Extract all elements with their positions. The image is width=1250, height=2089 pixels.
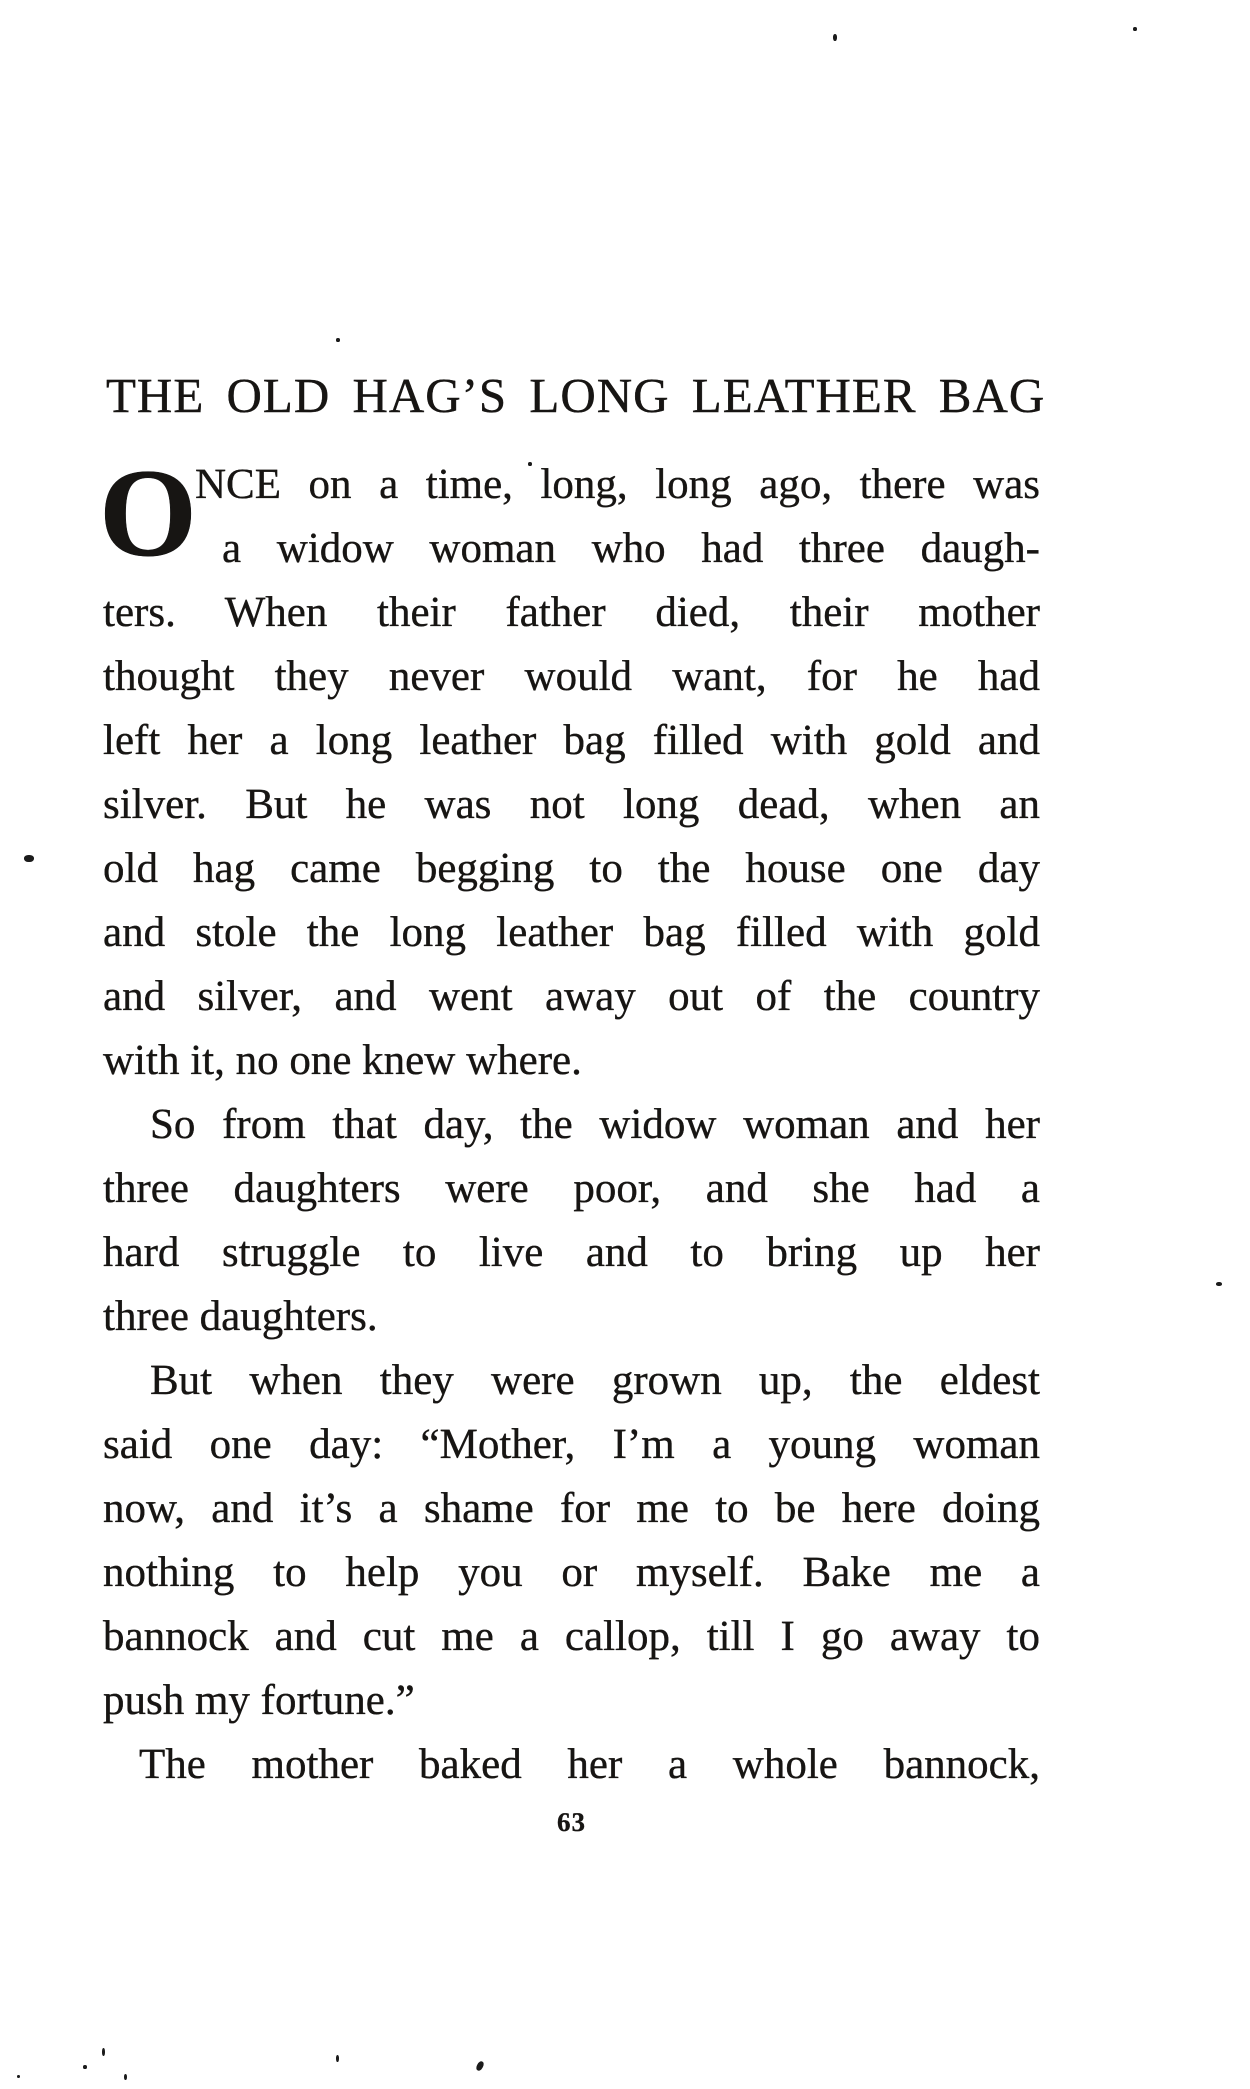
- text-line: nothing to help you or myself. Bake me a: [103, 1549, 1040, 1596]
- text-line: old hag came begging to the house one day: [103, 845, 1040, 892]
- text-line: hard struggle to live and to bring up her: [103, 1229, 1040, 1276]
- scan-speck: [83, 2065, 87, 2069]
- scan-speck: [17, 2075, 20, 2078]
- text-line: So from that day, the widow woman and her: [150, 1101, 1040, 1148]
- text-line: thought they never would want, for he had: [103, 653, 1040, 700]
- story-title: THE OLD HAG’S LONG LEATHER BAG: [106, 368, 1046, 423]
- text-line: ters. When their father died, their mother: [103, 589, 1040, 636]
- scan-speck: [1216, 1282, 1222, 1286]
- text-line: left her a long leather bag filled with gold and: [103, 717, 1040, 764]
- text-line: push my fortune.”: [103, 1677, 415, 1724]
- scan-speck: [102, 2048, 105, 2056]
- text-line: said one day: “Mother, I’m a young woman: [103, 1421, 1040, 1468]
- scan-speck: [24, 855, 34, 862]
- scan-speck: [124, 2074, 127, 2080]
- text-line: and stole the long leather bag filled with gold: [103, 909, 1040, 956]
- text-line: NCE on a time, long, long ago, there was: [195, 461, 1040, 508]
- text-line: three daughters were poor, and she had a: [103, 1165, 1040, 1212]
- text-line: bannock and cut me a callop, till I go away to: [103, 1613, 1040, 1660]
- scan-speck: [1133, 27, 1137, 31]
- text-line: silver. But he was not long dead, when an: [103, 781, 1040, 828]
- page-number: 63: [557, 1807, 586, 1837]
- text-line: now, and it’s a shame for me to be here doing: [103, 1485, 1040, 1532]
- scan-speck: [475, 2060, 485, 2072]
- text-line: with it, no one knew where.: [103, 1037, 582, 1084]
- scan-speck: [336, 338, 340, 342]
- text-line: three daughters.: [103, 1293, 378, 1340]
- scan-speck: [833, 34, 837, 41]
- text-line: The mother baked her a whole bannock,: [139, 1741, 1040, 1788]
- scan-speck: [336, 2055, 339, 2062]
- text-line: a widow woman who had three daugh-: [222, 525, 1040, 572]
- text-line: But when they were grown up, the eldest: [150, 1357, 1040, 1404]
- drop-cap-letter: O: [99, 444, 198, 583]
- text-line: and silver, and went away out of the country: [103, 973, 1040, 1020]
